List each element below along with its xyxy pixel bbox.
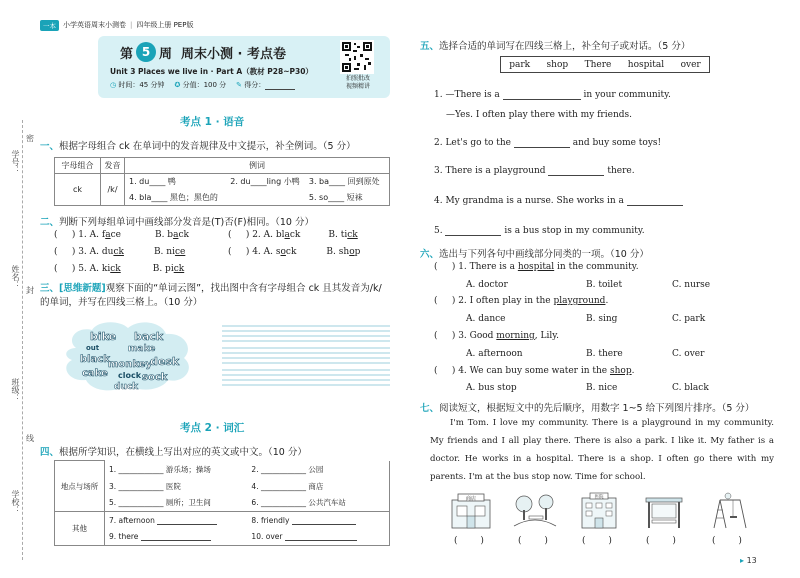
word-bank-hospital: hospital <box>627 59 665 70</box>
example-1[interactable]: 1. du____ 鸭 <box>129 177 176 187</box>
cloud-word-black: black <box>80 354 110 365</box>
park-picture <box>512 490 558 530</box>
pencil-icon: ✎ <box>236 81 245 89</box>
cloud-word-desk: desk <box>150 355 180 368</box>
grade-label: 四年级上册 PEP版 <box>136 21 194 29</box>
header-sound: 发音 <box>101 158 125 174</box>
section-1-prompt: 一、根据字母组合 ck 在单词中的发音规律及中文提示，补全例词。（5 分） <box>40 141 356 152</box>
s6-q2-opt-c[interactable]: C. park <box>672 314 706 324</box>
vocab-10: 10. over <box>251 532 283 542</box>
kaodian-1-title: 考点 1 · 语音 <box>180 116 245 128</box>
section-5-prompt: 五、选择合适的单词写在四线三格上，补全句子或对话。（5 分） <box>420 41 691 52</box>
seal-xian: 线 <box>26 434 34 443</box>
s6-q1[interactable]: ( ) 1. There is a hospital in the community. <box>434 262 639 272</box>
s5-q1: 1. —There is a in your community. <box>434 86 671 100</box>
section-4-table <box>54 460 390 546</box>
kaodian-2-title: 考点 2 · 词汇 <box>180 422 245 434</box>
cloud-word-cake: cake <box>82 368 108 379</box>
page-arrow-icon: ▸ <box>740 556 747 565</box>
s5-q5: 5. is a bus stop in my community. <box>434 222 645 236</box>
s6-q3-opt-b[interactable]: B. there <box>586 349 623 359</box>
s2-item-1[interactable]: ( ) 1. A. face B. back <box>54 230 189 240</box>
word-cloud <box>58 318 198 394</box>
s6-q1-opt-c[interactable]: C. nurse <box>672 280 711 290</box>
s6-q4[interactable]: ( ) 4. We can buy some water in the shop. <box>434 366 635 376</box>
meta-row <box>110 80 295 90</box>
order-blank-3[interactable]: ( ) <box>582 536 612 546</box>
s5-q4: 4. My grandma is a nurse. She works in a <box>434 192 683 206</box>
series-badge: 一本 <box>40 20 59 31</box>
class-label: 班级： <box>11 378 20 402</box>
s2-item-2[interactable]: ( ) 2. A. black B. tick <box>228 230 358 240</box>
word-bank-shop: shop <box>546 59 569 70</box>
header-examples: 例词 <box>125 158 390 174</box>
student-number-label: 学号： <box>11 150 20 174</box>
word-bank-there: There <box>584 59 612 70</box>
section-7-prompt: 七、阅读短文，根据短文中的先后顺序，用数字 1~5 给下列图片排序。（5 分） <box>420 403 755 414</box>
category-other: 其他 <box>55 512 105 546</box>
section-1-table <box>54 157 390 206</box>
week-number-badge: 5 <box>136 42 156 62</box>
header-combo: 字母组合 <box>55 158 101 174</box>
vocab-5[interactable]: 5. ____________ 厕所；卫生间 <box>105 495 252 512</box>
time-limit: ◷ 时间：45 分钟 <box>110 81 165 89</box>
order-blank-4[interactable]: ( ) <box>646 536 676 546</box>
section-4-prompt: 四、根据所学知识，在横线上写出对应的英文或中文。（10 分） <box>40 447 307 458</box>
qr-code[interactable] <box>340 40 374 74</box>
vocab-1[interactable]: 1. ____________ 游乐场；操场 <box>109 464 211 474</box>
s6-q3[interactable]: ( ) 3. Good morning, Lily. <box>434 331 560 341</box>
cloud-word-clock: clock <box>118 371 142 380</box>
order-blank-2[interactable]: ( ) <box>518 536 548 546</box>
example-3[interactable]: 3. ba____ 回到原处 <box>309 174 390 190</box>
star-icon: ✪ <box>174 81 183 89</box>
shop-picture <box>448 490 494 530</box>
vocab-2[interactable]: 2. ____________ 公园 <box>251 461 389 478</box>
score-total: ✪ 分值：100 分 <box>174 81 227 89</box>
school-label: 学校： <box>11 490 20 514</box>
vocab-9: 9. there <box>109 532 139 542</box>
section-2-items <box>54 230 394 280</box>
word-bank-over: over <box>680 59 701 70</box>
title-line: 第 5 周 周末小测 · 考点卷 <box>120 42 286 62</box>
s6-q4-opt-c[interactable]: C. black <box>672 383 709 393</box>
example-2[interactable]: 2. du____ling 小鸭 <box>230 177 300 187</box>
reading-passage: I'm Tom. I love my community. There is a playground in my community. My friends and I all play there. There is also a park. I like it. My father is a doctor. He works in a hospital. There is a shop. I often go there with my parents. I'm at the bus stop now. Time for school. <box>430 418 774 482</box>
example-5[interactable]: 5. so____ 短袜 <box>309 190 390 206</box>
qr-caption: 拍照批改 视频精讲 <box>345 75 370 90</box>
hospital-picture <box>576 490 622 530</box>
s5-q2: 2. Let's go to the and buy some toys! <box>434 134 661 148</box>
playground-picture <box>706 490 752 530</box>
cloud-word-make: make <box>128 344 156 354</box>
section-2-prompt: 二、判断下列每组单词中画线部分发音是(T)否(F)相同。（10 分） <box>40 217 314 228</box>
s3-writing-lines[interactable] <box>222 324 390 388</box>
vocab-4[interactable]: 4. ____________ 商店 <box>251 478 389 495</box>
s5-q1-blank[interactable] <box>503 86 581 100</box>
vocab-8: 8. friendly <box>251 515 290 525</box>
cloud-word-out: out <box>86 344 100 352</box>
binding-margin <box>0 0 36 578</box>
score-got: ✎ 得分： <box>236 80 295 90</box>
series-title: 小学英语周末小测卷 <box>63 21 126 29</box>
section-6-items <box>434 262 784 396</box>
section-6-prompt: 六、选出与下列各句中画线部分同类的一项。（10 分） <box>420 249 649 260</box>
section-3-prompt: 三、[思维新题]观察下面的“单词云图”，找出图中含有字母组合 ck 且其发音为/k/的单词，并写在四线三格上。（10 分） <box>40 283 382 308</box>
s6-q4-opt-a[interactable]: A. bus stop <box>466 383 517 393</box>
word-bank-park: park <box>509 59 531 70</box>
s6-q2[interactable]: ( ) 2. I often play in the playground. <box>434 296 609 306</box>
seal-mi: 密 <box>26 134 34 143</box>
example-4[interactable]: 4. bla____ 黑色；黑色的 <box>125 190 231 206</box>
s5-q3-blank[interactable] <box>548 162 604 176</box>
title-box <box>98 36 390 98</box>
sound: /k/ <box>101 174 125 206</box>
seal-feng: 封 <box>26 286 34 295</box>
category-places: 地点与场所 <box>55 461 105 512</box>
s6-q1-opt-b[interactable]: B. toilet <box>586 280 623 290</box>
picture-row <box>440 490 770 550</box>
s2-item-3[interactable]: ( ) 3. A. duck B. nice <box>54 247 186 257</box>
page-number: ▸ 13 <box>740 556 757 565</box>
vocab-6[interactable]: 6. ____________ 公共汽车站 <box>251 495 389 512</box>
shop-sign: 商店 <box>465 496 477 502</box>
order-blank-1[interactable]: ( ) <box>454 536 484 546</box>
section-5-items <box>434 80 784 240</box>
s5-q5-blank[interactable] <box>445 222 501 236</box>
s5-q4-blank[interactable] <box>627 192 683 206</box>
s6-q4-opt-b[interactable]: B. nice <box>586 383 618 393</box>
hospital-sign: 医院 <box>594 495 604 500</box>
vocab-3[interactable]: 3. ____________ 医院 <box>109 481 181 491</box>
clock-icon: ◷ <box>110 81 119 89</box>
s2-item-4[interactable]: ( ) 4. A. sock B. shop <box>228 247 361 257</box>
letter-combo: ck <box>55 174 101 206</box>
header-bar: 一本 小学英语周末小测卷 | 四年级上册 PEP版 <box>40 18 380 32</box>
cloud-word-bike: bike <box>90 330 117 343</box>
name-label: 姓名： <box>11 265 20 289</box>
cloud-word-sock: sock <box>142 372 168 383</box>
s6-q3-opt-a[interactable]: A. afternoon <box>466 349 523 359</box>
s2-item-5[interactable]: ( ) 5. A. kick B. pick <box>54 264 185 274</box>
s5-q3: 3. There is a playground there. <box>434 162 635 176</box>
unit-info: Unit 3 Places we live in · Part A（教材 P28~P30） <box>110 67 313 76</box>
s5-q1-reply: —Yes. I often play there with my friends. <box>446 110 632 120</box>
order-blank-5[interactable]: ( ) <box>712 536 742 546</box>
s6-q2-opt-b[interactable]: B. sing <box>586 314 618 324</box>
s6-q2-opt-a[interactable]: A. dance <box>466 314 506 324</box>
cloud-word-back: back <box>134 330 164 343</box>
s6-q3-opt-c[interactable]: C. over <box>672 349 705 359</box>
s5-q2-blank[interactable] <box>514 134 570 148</box>
word-bank <box>500 56 710 73</box>
bus-stop-picture <box>640 490 686 530</box>
new-question-tag: [思维新题] <box>59 283 106 294</box>
cloud-word-monkey: monkey <box>108 359 153 370</box>
cloud-word-duck: duck <box>114 382 139 392</box>
quiz-title: 周末小测 · 考点卷 <box>181 46 287 62</box>
s6-q1-opt-a[interactable]: A. doctor <box>466 280 508 290</box>
vocab-7: 7. afternoon <box>109 515 155 525</box>
